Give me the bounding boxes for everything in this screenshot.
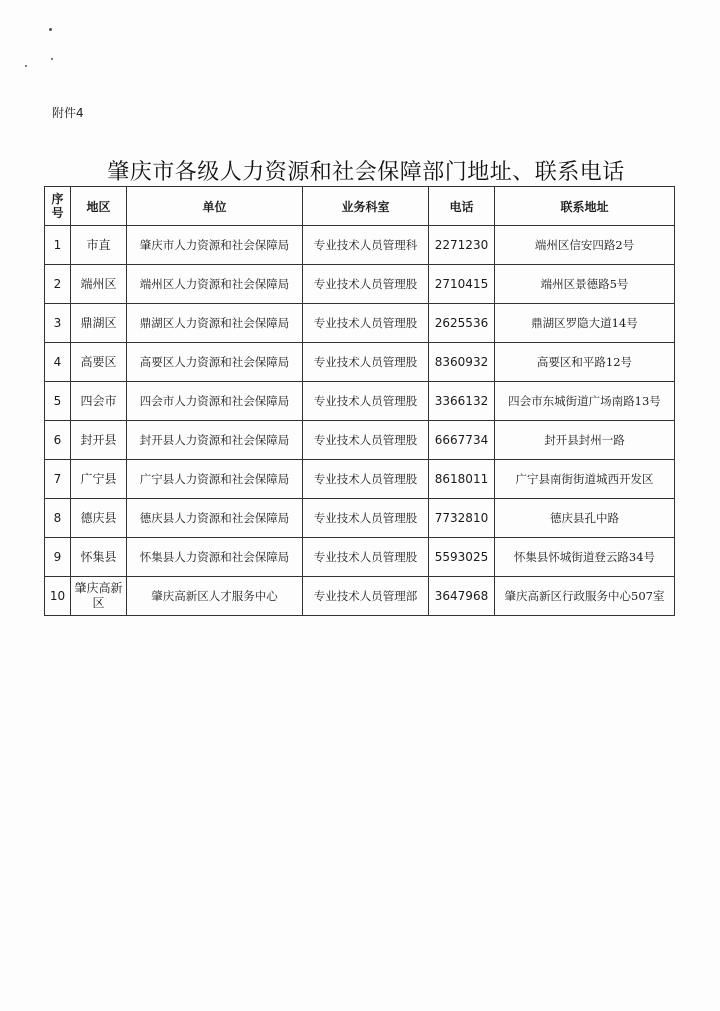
header-seq: 序号	[45, 187, 71, 226]
cell-region: 肇庆高新区	[71, 577, 127, 616]
page-title: 肇庆市各级人力资源和社会保障部门地址、联系电话	[107, 160, 625, 185]
scan-speck	[25, 65, 27, 67]
cell-address: 端州区景德路5号	[495, 265, 675, 304]
cell-address: 封开县封州一路	[495, 421, 675, 460]
header-unit: 单位	[127, 187, 303, 226]
cell-seq: 10	[45, 577, 71, 616]
table-row	[45, 265, 675, 304]
cell-unit: 广宁县人力资源和社会保障局	[127, 460, 303, 499]
cell-address: 四会市东城街道广场南路13号	[495, 382, 675, 421]
table-row	[45, 304, 675, 343]
table-row	[45, 538, 675, 577]
cell-seq: 1	[45, 226, 71, 265]
table-row	[45, 577, 675, 616]
table-row	[45, 226, 675, 265]
cell-phone: 5593025	[429, 538, 495, 577]
table-row	[45, 421, 675, 460]
table-header-row	[45, 187, 675, 226]
cell-phone: 2625536	[429, 304, 495, 343]
cell-department: 专业技术人员管理股	[303, 382, 429, 421]
cell-department: 专业技术人员管理股	[303, 538, 429, 577]
cell-region: 四会市	[71, 382, 127, 421]
cell-seq: 3	[45, 304, 71, 343]
cell-unit: 肇庆高新区人才服务中心	[127, 577, 303, 616]
cell-address: 端州区信安四路2号	[495, 226, 675, 265]
cell-department: 专业技术人员管理科	[303, 226, 429, 265]
cell-phone: 3366132	[429, 382, 495, 421]
cell-seq: 5	[45, 382, 71, 421]
cell-region: 端州区	[71, 265, 127, 304]
cell-region: 高要区	[71, 343, 127, 382]
header-region: 地区	[71, 187, 127, 226]
cell-department: 专业技术人员管理股	[303, 343, 429, 382]
cell-seq: 7	[45, 460, 71, 499]
cell-department: 专业技术人员管理部	[303, 577, 429, 616]
cell-department: 专业技术人员管理股	[303, 304, 429, 343]
cell-address: 德庆县孔中路	[495, 499, 675, 538]
cell-address: 广宁县南街街道城西开发区	[495, 460, 675, 499]
scan-speck	[49, 28, 52, 31]
cell-phone: 3647968	[429, 577, 495, 616]
header-address: 联系地址	[495, 187, 675, 226]
cell-seq: 6	[45, 421, 71, 460]
cell-region: 怀集县	[71, 538, 127, 577]
cell-unit: 端州区人力资源和社会保障局	[127, 265, 303, 304]
contact-table	[44, 186, 675, 616]
cell-phone: 2271230	[429, 226, 495, 265]
cell-unit: 怀集县人力资源和社会保障局	[127, 538, 303, 577]
attachment-label: 附件4	[52, 106, 84, 120]
cell-region: 鼎湖区	[71, 304, 127, 343]
cell-unit: 鼎湖区人力资源和社会保障局	[127, 304, 303, 343]
scan-speck	[51, 58, 53, 60]
cell-unit: 高要区人力资源和社会保障局	[127, 343, 303, 382]
table-row	[45, 382, 675, 421]
cell-unit: 四会市人力资源和社会保障局	[127, 382, 303, 421]
cell-phone: 7732810	[429, 499, 495, 538]
cell-phone: 6667734	[429, 421, 495, 460]
cell-department: 专业技术人员管理股	[303, 421, 429, 460]
header-phone: 电话	[429, 187, 495, 226]
cell-seq: 4	[45, 343, 71, 382]
cell-unit: 肇庆市人力资源和社会保障局	[127, 226, 303, 265]
table-row	[45, 460, 675, 499]
cell-department: 专业技术人员管理股	[303, 460, 429, 499]
cell-phone: 2710415	[429, 265, 495, 304]
cell-address: 肇庆高新区行政服务中心507室	[495, 577, 675, 616]
cell-seq: 8	[45, 499, 71, 538]
table-row	[45, 343, 675, 382]
cell-region: 封开县	[71, 421, 127, 460]
cell-unit: 封开县人力资源和社会保障局	[127, 421, 303, 460]
header-department: 业务科室	[303, 187, 429, 226]
cell-phone: 8360932	[429, 343, 495, 382]
cell-unit: 德庆县人力资源和社会保障局	[127, 499, 303, 538]
cell-seq: 2	[45, 265, 71, 304]
table-row	[45, 499, 675, 538]
cell-phone: 8618011	[429, 460, 495, 499]
cell-department: 专业技术人员管理股	[303, 499, 429, 538]
cell-region: 广宁县	[71, 460, 127, 499]
cell-address: 怀集县怀城街道登云路34号	[495, 538, 675, 577]
cell-seq: 9	[45, 538, 71, 577]
cell-region: 德庆县	[71, 499, 127, 538]
cell-address: 高要区和平路12号	[495, 343, 675, 382]
cell-department: 专业技术人员管理股	[303, 265, 429, 304]
cell-region: 市直	[71, 226, 127, 265]
cell-address: 鼎湖区罗隐大道14号	[495, 304, 675, 343]
